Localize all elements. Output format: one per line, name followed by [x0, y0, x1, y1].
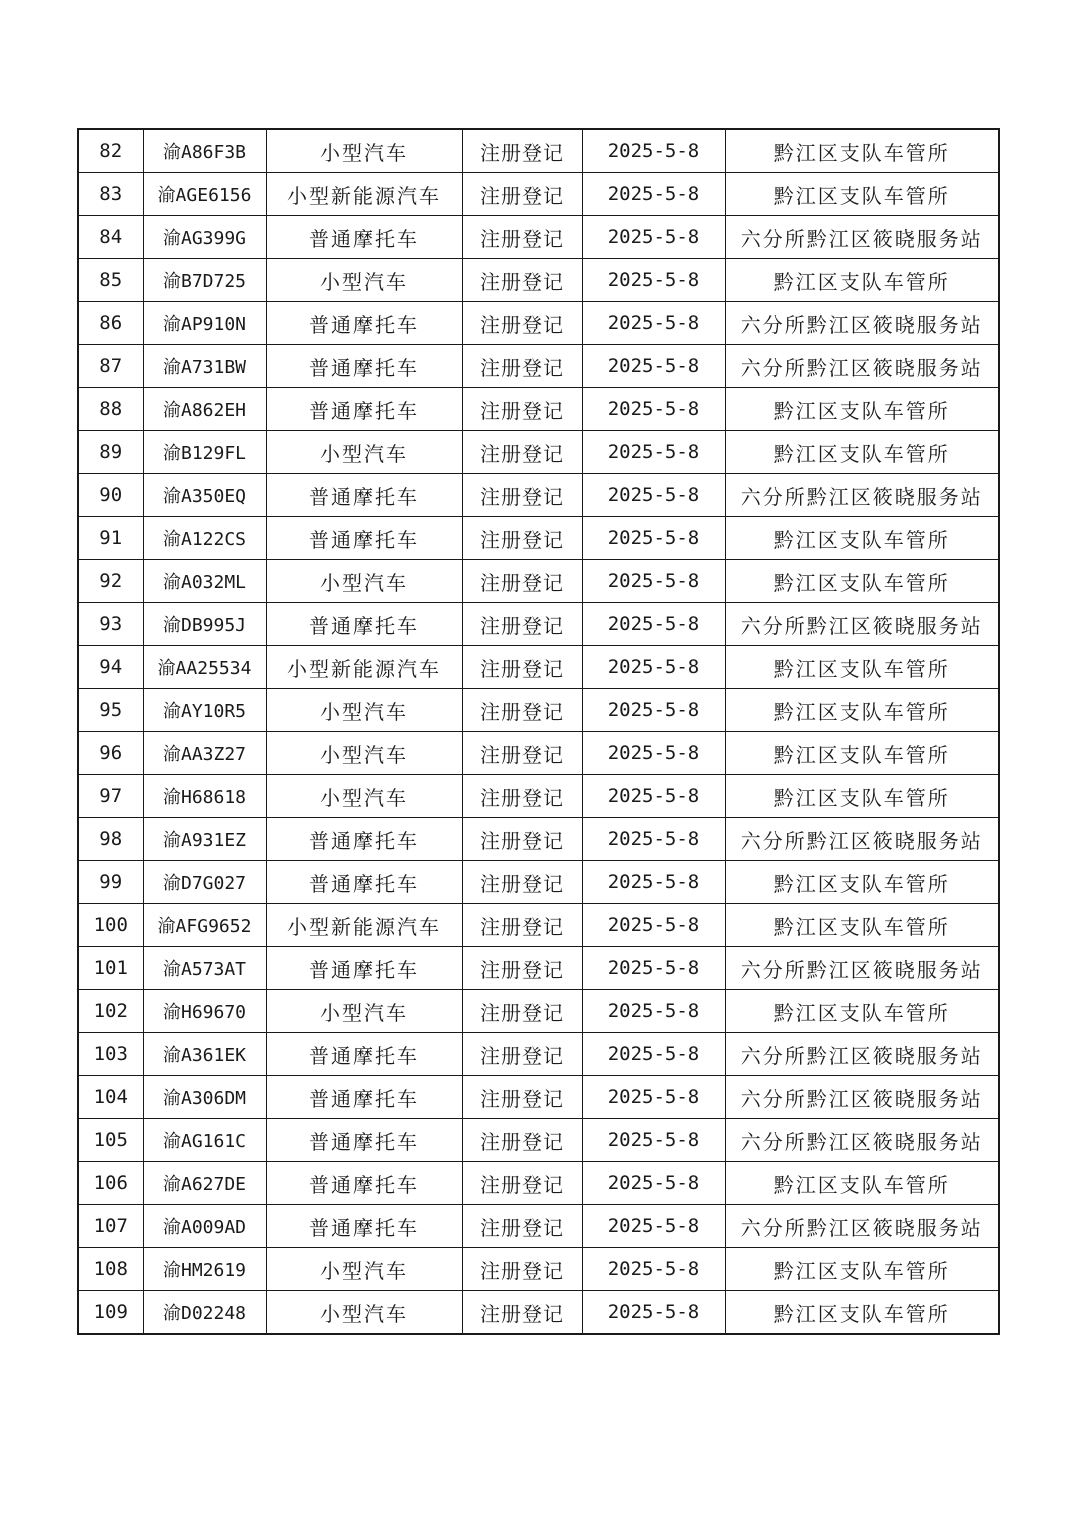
- office-cell: 六分所黔江区筱晓服务站: [725, 345, 999, 388]
- table-row: [78, 1205, 999, 1248]
- plate-number-cell: 渝A306DM: [143, 1076, 266, 1119]
- date-cell: 2025-5-8: [582, 775, 725, 818]
- plate-number-cell: 渝AGE6156: [143, 173, 266, 216]
- plate-number-cell: 渝HM2619: [143, 1248, 266, 1291]
- table-row: [78, 603, 999, 646]
- date-cell: 2025-5-8: [582, 732, 725, 775]
- office-cell: 六分所黔江区筱晓服务站: [725, 818, 999, 861]
- date-cell: 2025-5-8: [582, 517, 725, 560]
- row-number-cell: 89: [78, 431, 143, 474]
- row-number-cell: 104: [78, 1076, 143, 1119]
- vehicle-type-cell: 普通摩托车: [266, 388, 462, 431]
- office-cell: 六分所黔江区筱晓服务站: [725, 216, 999, 259]
- date-cell: 2025-5-8: [582, 861, 725, 904]
- vehicle-type-cell: 普通摩托车: [266, 818, 462, 861]
- vehicle-type-cell: 普通摩托车: [266, 517, 462, 560]
- office-cell: 黔江区支队车管所: [725, 1162, 999, 1205]
- table-row: [78, 947, 999, 990]
- business-type-cell: 注册登记: [462, 216, 582, 259]
- row-number-cell: 107: [78, 1205, 143, 1248]
- date-cell: 2025-5-8: [582, 1291, 725, 1335]
- office-cell: 黔江区支队车管所: [725, 775, 999, 818]
- table-row: [78, 302, 999, 345]
- date-cell: 2025-5-8: [582, 1248, 725, 1291]
- vehicle-type-cell: 小型汽车: [266, 259, 462, 302]
- business-type-cell: 注册登记: [462, 1205, 582, 1248]
- table-row: [78, 259, 999, 302]
- table-row: [78, 818, 999, 861]
- row-number-cell: 95: [78, 689, 143, 732]
- business-type-cell: 注册登记: [462, 990, 582, 1033]
- office-cell: 六分所黔江区筱晓服务站: [725, 603, 999, 646]
- table-row: [78, 861, 999, 904]
- vehicle-type-cell: 小型汽车: [266, 1248, 462, 1291]
- table-row: [78, 560, 999, 603]
- office-cell: 六分所黔江区筱晓服务站: [725, 302, 999, 345]
- office-cell: 黔江区支队车管所: [725, 129, 999, 173]
- table-row: [78, 1119, 999, 1162]
- row-number-cell: 86: [78, 302, 143, 345]
- plate-number-cell: 渝A032ML: [143, 560, 266, 603]
- table-row: [78, 1291, 999, 1335]
- business-type-cell: 注册登记: [462, 1033, 582, 1076]
- office-cell: 黔江区支队车管所: [725, 1291, 999, 1335]
- row-number-cell: 103: [78, 1033, 143, 1076]
- table-row: [78, 775, 999, 818]
- table-row: [78, 216, 999, 259]
- vehicle-type-cell: 普通摩托车: [266, 1205, 462, 1248]
- date-cell: 2025-5-8: [582, 388, 725, 431]
- vehicle-type-cell: 普通摩托车: [266, 1076, 462, 1119]
- office-cell: 六分所黔江区筱晓服务站: [725, 1076, 999, 1119]
- business-type-cell: 注册登记: [462, 1248, 582, 1291]
- office-cell: 黔江区支队车管所: [725, 517, 999, 560]
- office-cell: 六分所黔江区筱晓服务站: [725, 1119, 999, 1162]
- plate-number-cell: 渝H68618: [143, 775, 266, 818]
- office-cell: 黔江区支队车管所: [725, 431, 999, 474]
- date-cell: 2025-5-8: [582, 173, 725, 216]
- plate-number-cell: 渝AFG9652: [143, 904, 266, 947]
- vehicle-type-cell: 普通摩托车: [266, 1033, 462, 1076]
- business-type-cell: 注册登记: [462, 517, 582, 560]
- business-type-cell: 注册登记: [462, 1162, 582, 1205]
- office-cell: 六分所黔江区筱晓服务站: [725, 947, 999, 990]
- date-cell: 2025-5-8: [582, 1076, 725, 1119]
- vehicle-type-cell: 小型汽车: [266, 431, 462, 474]
- business-type-cell: 注册登记: [462, 345, 582, 388]
- office-cell: 黔江区支队车管所: [725, 646, 999, 689]
- business-type-cell: 注册登记: [462, 474, 582, 517]
- table-row: [78, 173, 999, 216]
- date-cell: 2025-5-8: [582, 689, 725, 732]
- plate-number-cell: 渝A009AD: [143, 1205, 266, 1248]
- plate-number-cell: 渝AG161C: [143, 1119, 266, 1162]
- office-cell: 黔江区支队车管所: [725, 689, 999, 732]
- date-cell: 2025-5-8: [582, 1119, 725, 1162]
- plate-number-cell: 渝A86F3B: [143, 129, 266, 173]
- plate-number-cell: 渝DB995J: [143, 603, 266, 646]
- business-type-cell: 注册登记: [462, 775, 582, 818]
- vehicle-type-cell: 小型新能源汽车: [266, 173, 462, 216]
- plate-number-cell: 渝D7G027: [143, 861, 266, 904]
- plate-number-cell: 渝AP910N: [143, 302, 266, 345]
- plate-number-cell: 渝A862EH: [143, 388, 266, 431]
- table-row: [78, 732, 999, 775]
- business-type-cell: 注册登记: [462, 388, 582, 431]
- business-type-cell: 注册登记: [462, 1119, 582, 1162]
- business-type-cell: 注册登记: [462, 861, 582, 904]
- row-number-cell: 93: [78, 603, 143, 646]
- table-body: [78, 129, 999, 1334]
- table-row: [78, 1076, 999, 1119]
- row-number-cell: 94: [78, 646, 143, 689]
- row-number-cell: 108: [78, 1248, 143, 1291]
- vehicle-type-cell: 普通摩托车: [266, 1119, 462, 1162]
- office-cell: 六分所黔江区筱晓服务站: [725, 1205, 999, 1248]
- business-type-cell: 注册登记: [462, 431, 582, 474]
- vehicle-type-cell: 小型新能源汽车: [266, 904, 462, 947]
- business-type-cell: 注册登记: [462, 302, 582, 345]
- office-cell: 黔江区支队车管所: [725, 904, 999, 947]
- business-type-cell: 注册登记: [462, 818, 582, 861]
- vehicle-type-cell: 小型新能源汽车: [266, 646, 462, 689]
- date-cell: 2025-5-8: [582, 947, 725, 990]
- date-cell: 2025-5-8: [582, 1205, 725, 1248]
- row-number-cell: 84: [78, 216, 143, 259]
- plate-number-cell: 渝A350EQ: [143, 474, 266, 517]
- plate-number-cell: 渝H69670: [143, 990, 266, 1033]
- date-cell: 2025-5-8: [582, 1033, 725, 1076]
- row-number-cell: 98: [78, 818, 143, 861]
- row-number-cell: 106: [78, 1162, 143, 1205]
- table-row: [78, 990, 999, 1033]
- business-type-cell: 注册登记: [462, 129, 582, 173]
- vehicle-type-cell: 小型汽车: [266, 560, 462, 603]
- office-cell: 六分所黔江区筱晓服务站: [725, 1033, 999, 1076]
- row-number-cell: 97: [78, 775, 143, 818]
- table-row: [78, 1248, 999, 1291]
- vehicle-type-cell: 小型汽车: [266, 732, 462, 775]
- plate-number-cell: 渝AG399G: [143, 216, 266, 259]
- business-type-cell: 注册登记: [462, 560, 582, 603]
- vehicle-type-cell: 普通摩托车: [266, 603, 462, 646]
- business-type-cell: 注册登记: [462, 732, 582, 775]
- row-number-cell: 87: [78, 345, 143, 388]
- row-number-cell: 91: [78, 517, 143, 560]
- vehicle-type-cell: 小型汽车: [266, 1291, 462, 1335]
- business-type-cell: 注册登记: [462, 947, 582, 990]
- plate-number-cell: 渝AA25534: [143, 646, 266, 689]
- office-cell: 黔江区支队车管所: [725, 732, 999, 775]
- row-number-cell: 82: [78, 129, 143, 173]
- vehicle-type-cell: 小型汽车: [266, 775, 462, 818]
- office-cell: 黔江区支队车管所: [725, 1248, 999, 1291]
- vehicle-registration-table: [77, 128, 1000, 1335]
- row-number-cell: 88: [78, 388, 143, 431]
- date-cell: 2025-5-8: [582, 560, 725, 603]
- table-row: [78, 474, 999, 517]
- plate-number-cell: 渝B7D725: [143, 259, 266, 302]
- table-row: [78, 345, 999, 388]
- vehicle-type-cell: 普通摩托车: [266, 345, 462, 388]
- business-type-cell: 注册登记: [462, 603, 582, 646]
- plate-number-cell: 渝B129FL: [143, 431, 266, 474]
- office-cell: 黔江区支队车管所: [725, 173, 999, 216]
- vehicle-type-cell: 普通摩托车: [266, 216, 462, 259]
- row-number-cell: 90: [78, 474, 143, 517]
- business-type-cell: 注册登记: [462, 173, 582, 216]
- row-number-cell: 92: [78, 560, 143, 603]
- date-cell: 2025-5-8: [582, 904, 725, 947]
- date-cell: 2025-5-8: [582, 216, 725, 259]
- plate-number-cell: 渝A573AT: [143, 947, 266, 990]
- vehicle-type-cell: 小型汽车: [266, 990, 462, 1033]
- table-row: [78, 689, 999, 732]
- table-row: [78, 646, 999, 689]
- plate-number-cell: 渝D02248: [143, 1291, 266, 1335]
- date-cell: 2025-5-8: [582, 259, 725, 302]
- office-cell: 黔江区支队车管所: [725, 990, 999, 1033]
- row-number-cell: 109: [78, 1291, 143, 1335]
- row-number-cell: 105: [78, 1119, 143, 1162]
- table-row: [78, 1033, 999, 1076]
- vehicle-type-cell: 普通摩托车: [266, 947, 462, 990]
- business-type-cell: 注册登记: [462, 689, 582, 732]
- table-row: [78, 431, 999, 474]
- vehicle-type-cell: 普通摩托车: [266, 302, 462, 345]
- office-cell: 黔江区支队车管所: [725, 560, 999, 603]
- business-type-cell: 注册登记: [462, 904, 582, 947]
- date-cell: 2025-5-8: [582, 474, 725, 517]
- date-cell: 2025-5-8: [582, 603, 725, 646]
- plate-number-cell: 渝AY10R5: [143, 689, 266, 732]
- date-cell: 2025-5-8: [582, 345, 725, 388]
- row-number-cell: 85: [78, 259, 143, 302]
- date-cell: 2025-5-8: [582, 431, 725, 474]
- date-cell: 2025-5-8: [582, 990, 725, 1033]
- vehicle-type-cell: 普通摩托车: [266, 861, 462, 904]
- business-type-cell: 注册登记: [462, 1291, 582, 1335]
- row-number-cell: 101: [78, 947, 143, 990]
- office-cell: 黔江区支队车管所: [725, 861, 999, 904]
- office-cell: 黔江区支队车管所: [725, 259, 999, 302]
- table-row: [78, 129, 999, 173]
- office-cell: 黔江区支队车管所: [725, 388, 999, 431]
- plate-number-cell: 渝A361EK: [143, 1033, 266, 1076]
- table-row: [78, 904, 999, 947]
- vehicle-type-cell: 小型汽车: [266, 689, 462, 732]
- row-number-cell: 100: [78, 904, 143, 947]
- vehicle-type-cell: 小型汽车: [266, 129, 462, 173]
- business-type-cell: 注册登记: [462, 646, 582, 689]
- date-cell: 2025-5-8: [582, 818, 725, 861]
- date-cell: 2025-5-8: [582, 129, 725, 173]
- plate-number-cell: 渝A731BW: [143, 345, 266, 388]
- row-number-cell: 102: [78, 990, 143, 1033]
- vehicle-type-cell: 普通摩托车: [266, 474, 462, 517]
- row-number-cell: 99: [78, 861, 143, 904]
- row-number-cell: 83: [78, 173, 143, 216]
- date-cell: 2025-5-8: [582, 1162, 725, 1205]
- plate-number-cell: 渝A122CS: [143, 517, 266, 560]
- row-number-cell: 96: [78, 732, 143, 775]
- business-type-cell: 注册登记: [462, 1076, 582, 1119]
- date-cell: 2025-5-8: [582, 302, 725, 345]
- vehicle-type-cell: 普通摩托车: [266, 1162, 462, 1205]
- date-cell: 2025-5-8: [582, 646, 725, 689]
- table-row: [78, 517, 999, 560]
- table-row: [78, 1162, 999, 1205]
- plate-number-cell: 渝A931EZ: [143, 818, 266, 861]
- office-cell: 六分所黔江区筱晓服务站: [725, 474, 999, 517]
- plate-number-cell: 渝A627DE: [143, 1162, 266, 1205]
- business-type-cell: 注册登记: [462, 259, 582, 302]
- plate-number-cell: 渝AA3Z27: [143, 732, 266, 775]
- table-row: [78, 388, 999, 431]
